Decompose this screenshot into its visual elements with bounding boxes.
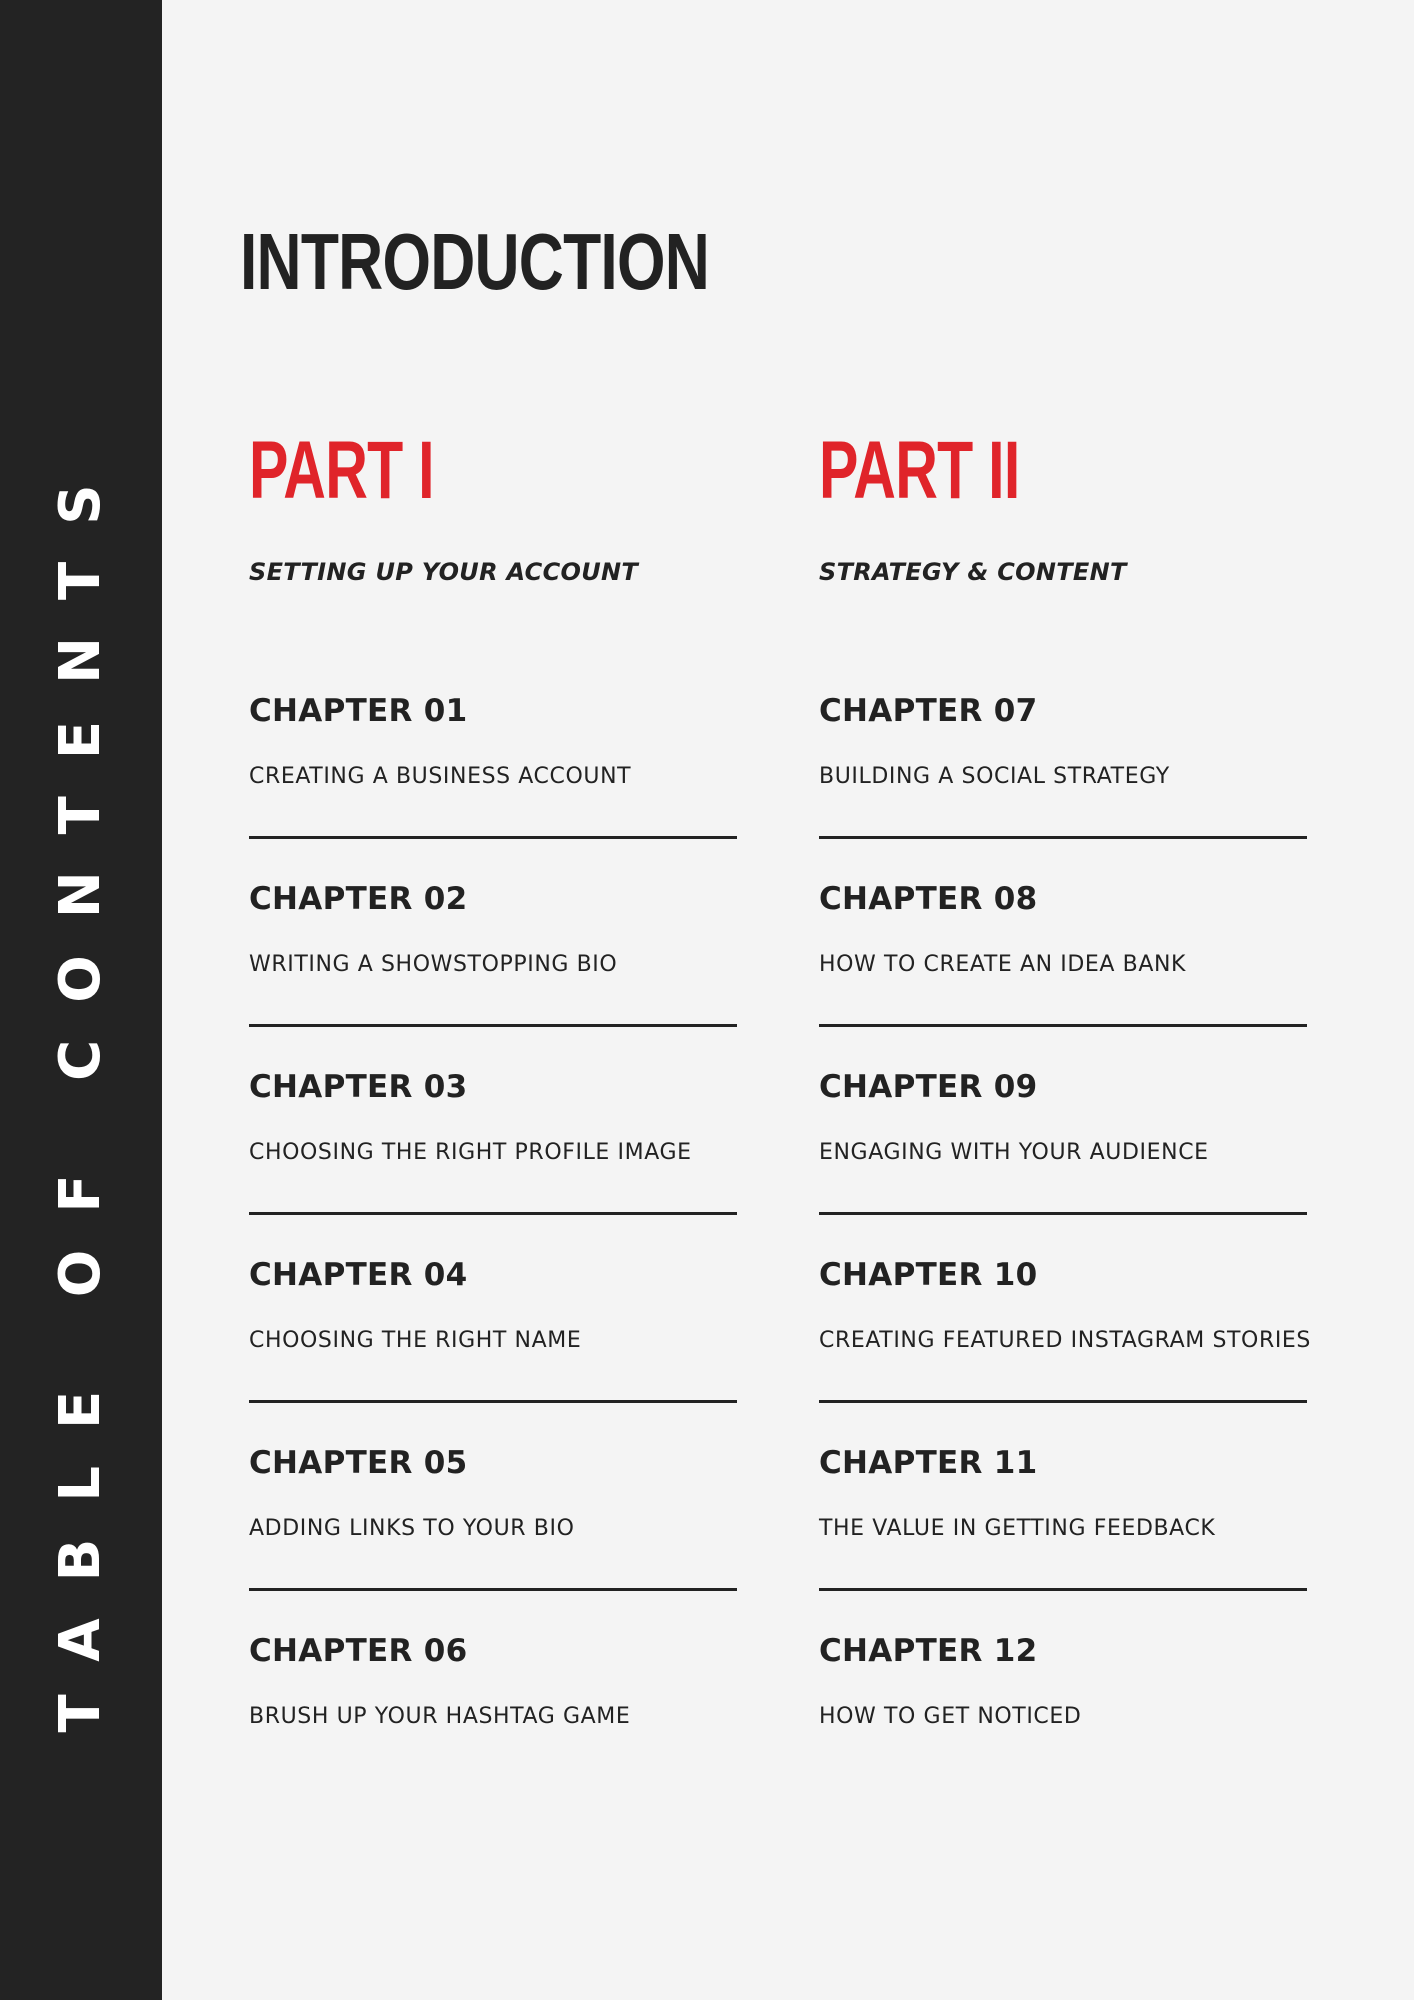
part-1-subtitle: SETTING UP YOUR ACCOUNT — [249, 558, 639, 586]
chapter-title: HOW TO CREATE AN IDEA BANK — [819, 952, 1187, 977]
chapter-divider — [249, 1588, 737, 1591]
chapter-title: CHOOSING THE RIGHT NAME — [249, 1328, 582, 1353]
chapter-divider — [819, 836, 1307, 839]
chapter-number: CHAPTER 11 — [819, 1445, 1038, 1481]
chapter-divider — [249, 1024, 737, 1027]
chapter-entry[interactable] — [249, 1445, 789, 1633]
sidebar-title: TABLE OF CONTENTS — [48, 447, 113, 1733]
chapter-entry[interactable] — [819, 693, 1359, 881]
chapter-divider — [819, 1400, 1307, 1403]
chapter-title: HOW TO GET NOTICED — [819, 1704, 1082, 1729]
part-2-subtitle: STRATEGY & CONTENT — [819, 558, 1127, 586]
chapter-entry[interactable] — [819, 1257, 1359, 1445]
chapter-title: BRUSH UP YOUR HASHTAG GAME — [249, 1704, 631, 1729]
sidebar — [0, 0, 162, 2000]
chapter-entry[interactable] — [249, 1257, 789, 1445]
chapter-title: THE VALUE IN GETTING FEEDBACK — [819, 1516, 1216, 1541]
part-1-title: PART I — [249, 425, 434, 516]
chapter-divider — [249, 1212, 737, 1215]
chapter-divider — [819, 1024, 1307, 1027]
chapter-number: CHAPTER 06 — [249, 1633, 468, 1669]
chapter-number: CHAPTER 08 — [819, 881, 1038, 917]
chapter-number: CHAPTER 09 — [819, 1069, 1038, 1105]
chapter-number: CHAPTER 10 — [819, 1257, 1038, 1293]
chapter-title: ENGAGING WITH YOUR AUDIENCE — [819, 1140, 1209, 1165]
chapter-entry[interactable] — [249, 1069, 789, 1257]
chapter-title: WRITING A SHOWSTOPPING BIO — [249, 952, 618, 977]
chapter-divider — [819, 1212, 1307, 1215]
chapter-title: CREATING A BUSINESS ACCOUNT — [249, 764, 632, 789]
chapter-number: CHAPTER 02 — [249, 881, 468, 917]
chapter-number: CHAPTER 12 — [819, 1633, 1038, 1669]
chapter-number: CHAPTER 05 — [249, 1445, 468, 1481]
chapter-entry[interactable] — [819, 1069, 1359, 1257]
chapter-divider — [249, 1400, 737, 1403]
chapter-entry[interactable] — [819, 1633, 1359, 1821]
chapter-number: CHAPTER 04 — [249, 1257, 468, 1293]
chapter-entry[interactable] — [819, 1445, 1359, 1633]
introduction-heading: INTRODUCTION — [240, 217, 709, 306]
chapter-divider — [249, 836, 737, 839]
chapter-title: CREATING FEATURED INSTAGRAM STORIES — [819, 1328, 1312, 1353]
part-2-column — [819, 425, 1359, 1729]
chapter-title: CHOOSING THE RIGHT PROFILE IMAGE — [249, 1140, 692, 1165]
chapter-number: CHAPTER 07 — [819, 693, 1038, 729]
chapter-number: CHAPTER 01 — [249, 693, 468, 729]
chapter-title: ADDING LINKS TO YOUR BIO — [249, 1516, 575, 1541]
part-2-title: PART II — [819, 425, 1020, 516]
chapter-entry[interactable] — [249, 881, 789, 1069]
chapter-title: BUILDING A SOCIAL STRATEGY — [819, 764, 1170, 789]
chapter-number: CHAPTER 03 — [249, 1069, 468, 1105]
chapter-entry[interactable] — [819, 881, 1359, 1069]
chapter-entry[interactable] — [249, 1633, 789, 1821]
part-1-column — [249, 425, 789, 1729]
chapter-divider — [819, 1588, 1307, 1591]
chapter-entry[interactable] — [249, 693, 789, 881]
